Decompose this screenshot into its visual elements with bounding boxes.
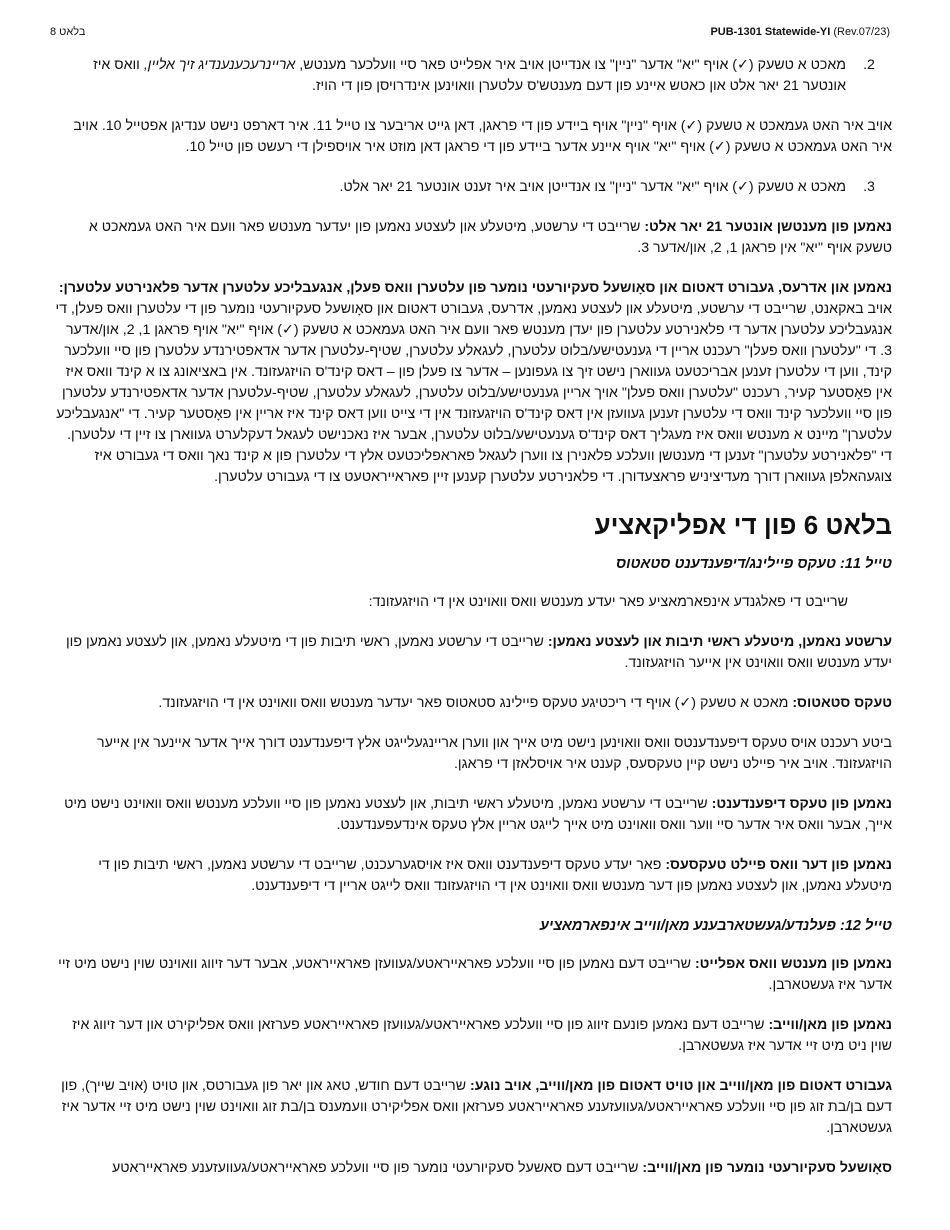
- field-label: נאמען פון מענטשן אונטער 21 יאר אלט:: [644, 219, 892, 235]
- item-text: מאכט א טשעק (✓) אויף "יא" אדער "ניין" צו אנדייטן אויב איר זענט אונטער 21 יאר אלט.: [52, 177, 846, 198]
- field-label: נאמען פון מענטש וואס אפלייט:: [694, 956, 892, 972]
- doc-id-text: PUB-1301 Statewide-YI: [710, 26, 831, 38]
- skip-note: אויב איר האט געמאכט א טשעק (✓) אויף "ניין" אויף ביידע פון די פראגן, דאן גייט אריבער צו טייל 11. איר דארפט נישט ענדיגן אפטייל 10. אויב איר האט געמאכט א טשעק (✓) אויף "יא" אויף איינע אדער ביידע פון די פראגן דאן מוזט איר אויספילן די רעשט פון טייל 10.: [52, 116, 892, 158]
- item-text: מאכט א טשעק (✓) אויף "יא" אדער "ניין" צו אנדייטן אויב איר אפלייט פאר סיי וועלכער מענטש, אריינרעכענענדיג זיך אליין, וואס איז אונטער 21 יאר אלט און כאטש איינע פון דעם מענטש'ס עלטערן וואוינען אינדרויסן פון די הויז.: [93, 57, 846, 94]
- part-12-heading: טייל 12: פעלנדע/געשטארבענע מאן/ווייב אינפארמאציע: [539, 918, 892, 934]
- field-label: סאָושעל סעקיורעטי נומער פון מאן/ווייב:: [642, 1160, 892, 1176]
- check-mark-icon: ✓: [685, 118, 698, 134]
- applicant-name-instructions: נאמען פון מענטש וואס אפלייט: שרייבט דעם נאמען פון סיי וועלכע פאראייראטע/געוועזן פאראייראטע, אבער דער זיווג וואוינט שוין נישט מיט זיי אדער איז געשטארבן.: [58, 956, 892, 993]
- field-label: נאמען און אדרעס, געבורט דאטום און סאָושעל סעקיורעטי נומער פון עלטערן וואס פעלן, אנגעבליכע עלטערן אדער פלאנירטע עלטערן:: [58, 280, 892, 296]
- check-mark-icon: ✓: [737, 57, 749, 73]
- tax-dependent-instructions: נאמען פון טעקס דיפענדענט: שרייבט די ערשטע נאמען, מיטעלע ראשי תיבות, און לעצטע נאמען פון סיי וועלכע מענטש וואס וואוינט נישט מיט אייך, אבער וואס איר אדער סיי ווער וואס וואוינט מיט אייך לייגט אריין אלץ טעקס אינדעפענדענט.: [64, 796, 892, 833]
- spouse-dates-instructions: געבורט דאטום פון מאן/ווייב און טויט דאטום פון מאן/ווייב, אויב נוגע: שרייבט דעם חודש, טאג און יאר פון געבורטס, און טויט (אויב שייך), פון דעם בן/בת זוג פון סיי וועלכע פאראייראטע/געוועזענע פאראייראטע פערזאן וואס אפליקירט וועמענס בן/בת זוג וואוינט שוין נישט מיט זיי אדער איז געשטארבן.: [61, 1078, 892, 1136]
- item-number: 2.: [863, 57, 875, 73]
- italic-text: אריינרעכענענדיג זיך אליין,: [143, 57, 296, 73]
- head-of-household-instructions: ערשטע נאמען, מיטעלע ראשי תיבות און לעצטע נאמען: שרייבט די ערשטע נאמען, ראשי תיבות פון די מיטעלע נאמען, און לעצטע נאמען פון יעדע מענטש וואס וואוינט אין אייער הויזגעזונד.: [65, 634, 892, 671]
- check-mark-icon: ✓: [713, 139, 726, 155]
- check-mark-icon: ✓: [281, 322, 294, 338]
- spouse-name-instructions: נאמען פון מאן/ווייב: שרייבט דעם נאמען פונעם זיווג פון סיי וועלכע פאראייראטע/געוועזן פאראייראטע פערזאן וואס אפליקירט און דער זיווג איז שוין ניט מיט זיי אדער איז געשטארבן.: [72, 1017, 892, 1054]
- doc-id: [710, 26, 890, 38]
- content: [52, 55, 892, 1198]
- section-title: בלאט 6 פון די אפליקאציע: [594, 510, 892, 540]
- dependents-note: ביטע רעכנט אויס טעקס דיפענדענטס וואס וואוינען נישט מיט אייך און ווערן אריינגעלייגט אלץ דיפענדענט דורך אייך אדער איינער אין אייער הויזגעזונד. אויב איר פיילט נישט קיין טעקסעס, קענט איר אויסלאזן די פראגן.: [97, 735, 892, 772]
- field-label: געבורט דאטום פון מאן/ווייב און טויט דאטום פון מאן/ווייב, אויב נוגע:: [470, 1078, 892, 1094]
- field-label: טעקס סטאטוס:: [792, 695, 892, 711]
- field-label: נאמען פון דער וואס פיילט טעקסעס:: [665, 857, 892, 873]
- field-label: ערשטע נאמען, מיטעלע ראשי תיבות און לעצטע נאמען:: [547, 634, 892, 650]
- field-label: נאמען פון טעקס דיפענדענט:: [711, 796, 892, 812]
- numbered-item-2: [52, 55, 892, 97]
- numbered-item-3: [52, 177, 892, 198]
- part-11-heading: טייל 11: טעקס פיילינג/דיפענדענט סטאטוס: [615, 556, 892, 572]
- field-label: נאמען פון מאן/ווייב:: [768, 1017, 892, 1033]
- spouse-ssn-instructions: סאָושעל סעקיורעטי נומער פון מאן/ווייב: שרייבט דעם סאשעל סעקיורעטי נומער פון סיי וועלכע פאראייראטע/געוועזענע פאראייראטע: [111, 1160, 892, 1176]
- tax-filer-instructions: נאמען פון דער וואס פיילט טעקסעס: פאר יעדע טעקס דיפענדענט וואס איז אויסגערעכנט, שרייבט די ערשטע נאמען, ראשי תיבות פון די מיטעלע נאמען, און לעצטע נאמען פון דער מענטש וואס וואוינט אין די הויזגעזונד וואס לייגט אריין די דיפענדענט.: [98, 857, 892, 894]
- check-mark-icon: ✓: [737, 179, 749, 195]
- item-number: 3.: [863, 179, 875, 195]
- parents-instructions: נאמען און אדרעס, געבורט דאטום און סאָושעל סעקיורעטי נומער פון עלטערן וואס פעלן, אנגעבליכע עלטערן אדער פלאנירטע עלטערן: אויב באקאנט, שרייבט די ערשטע, מיטעלע און לעצטע נאמען, אדרעס, געבורט דאטום און סאָושעל סעקיורעטי נומער פון די עלטערן וואס פעלן, די אנגעבליכע עלטערן אדער די פלאנירטע עלטערן פון יעדן מענטש פאר וועם איר האט געמאכט א טשעק (✓) אויף "יא" אויף פראגן 1, 2, און/אדער 3. די "עלטערן וואס פעלן" רעכנט אריין די גענעטישע/בלוט עלטערן, לעגאלע עלטערן, שטיף-עלטערן אדער אדאפטירנדע עלטערן פון סיי וועלכער קינד, ווען די עלטערן זענען אבריכטעט געווארן נישט זיך צו געפונען – אדער צו פעלן פון – דאס קינד'ס הויזגעזונד. אין באציאונג צו א קינד וואס איז אין פאָסטער קעיר, רעכנט "עלטערן וואס פעלן" אויך אריין גענעטישע/בלוט עלטערן, לעגאלע עלטערן, שטיף-עלטערן אדער אדאפטירנדע עלטערן פון סיי וועלכער קינד וואס די עלטערן זענען געוועזן אין דאס קינד'ס הויזגעזונד אין די צייט ווען דאס קינד איז אריין אין פאָסטער קעיר. די "אנגעבליכע עלטערן" מיינט א מענטש וואס איז מעגליך דאס קינד'ס גענעטישע/בלוט עלטערן, אבער איז נאכנישט לעגאל דעקלערט געווארן צו זיין די עלטערן. די "פלאנירטע עלטערן" זענען די מענטשן וועלכע פלאנירן צו ווערן לעגאל פאראפליכטעט אלץ די עלטערן פון א קינד נאך וואס די געבורט איז צוגעהאלפן געווארן דורך מעדיציניש פראצעדורן. די פלאנירטע עלטערן קענען זיין פאראייראטעט צו די געבורט עלטערן.: [55, 280, 892, 485]
- under-21-instructions: נאמען פון מענטשן אונטער 21 יאר אלט: שרייבט די ערשטע, מיטעלע און לעצטע נאמען פון יעדער מענטש פאר וועם איר האט געמאכט א טשעק אויף "יא" אין פראגן 1, 2, און/אדער 3.: [88, 219, 892, 256]
- part-11-intro: שרייבט די פאלגנדע אינפארמאציע פאר יעדע מענטש וואס וואוינט אין די הויזגעזונד:: [368, 594, 848, 610]
- revision: (Rev.07/23): [833, 26, 890, 38]
- check-mark-icon: ✓: [679, 695, 692, 711]
- page-label: בלאט 8: [50, 26, 86, 38]
- tax-status-instructions: טעקס סטאטוס: מאכט א טשעק (✓) אויף די ריכטיגע טעקס פיילינג סטאטוס פאר יעדער מענטש וואס וואוינט אין די הויזגעזונד.: [52, 693, 892, 714]
